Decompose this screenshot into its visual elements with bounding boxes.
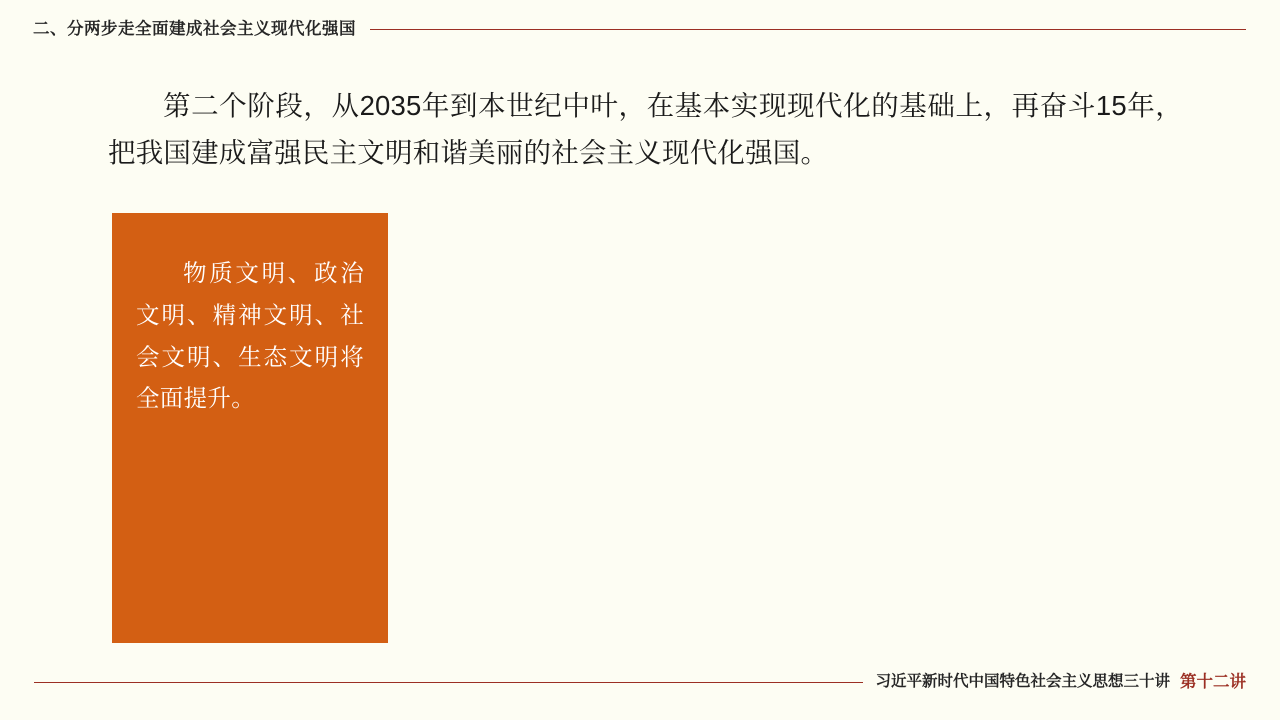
section-title: 二、分两步走全面建成社会主义现代化强国 [33,19,356,38]
header-divider-line [370,29,1246,30]
footer-series-title: 习近平新时代中国特色社会主义思想三十讲 [875,673,1170,691]
main-paragraph: 第二个阶段，从2035年到本世纪中叶，在基本实现现代化的基础上，再奋斗15年，把我国建成富强民主文明和谐美丽的社会主义现代化强国。 [108,90,1183,169]
slide-footer [0,670,1280,694]
callout-box [112,213,388,643]
footer-lecture-label: 第十二讲 [1180,671,1246,691]
callout-text: 物质文明、政治文明、精神文明、社会文明、生态文明将全面提升。 [136,260,364,412]
footer-divider-line [34,682,863,683]
slide-header [0,14,1280,44]
